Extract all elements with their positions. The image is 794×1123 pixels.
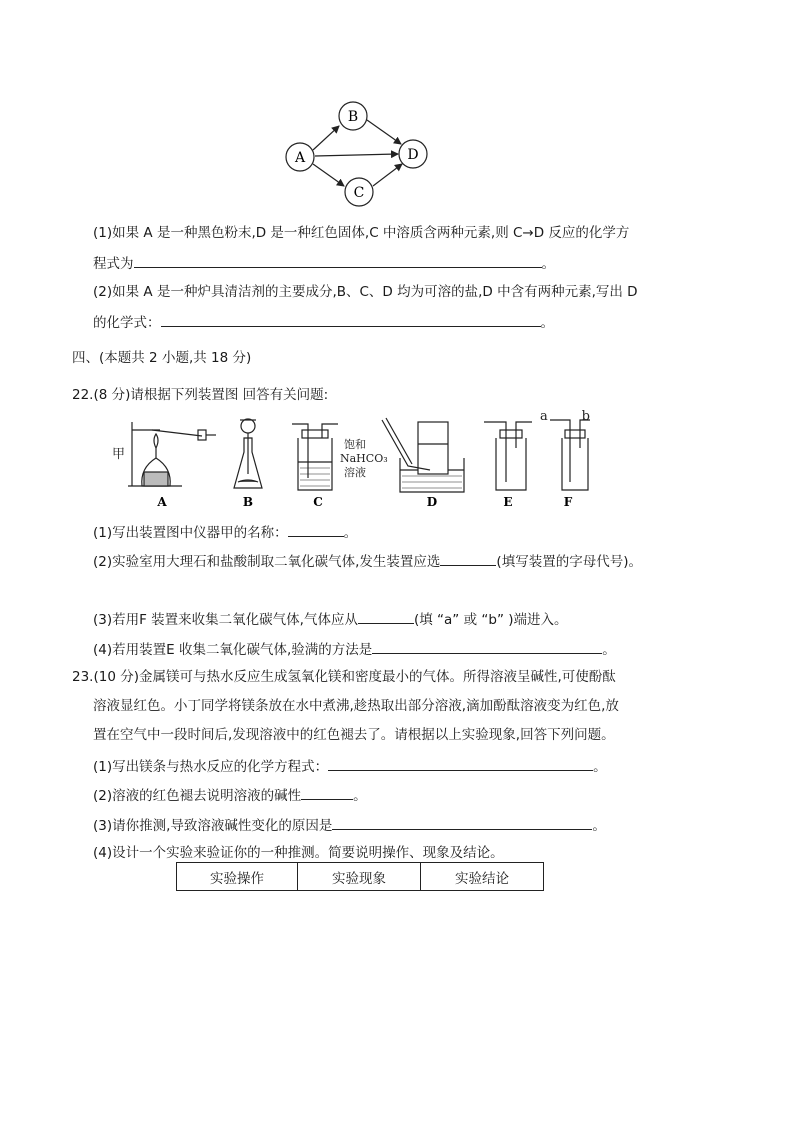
q23-part1: (1)写出镁条与热水反应的化学方程式： 。 [93, 756, 607, 776]
table-header-conclusion: 实验结论 [421, 863, 544, 891]
node-b [339, 102, 367, 130]
table-header-row [177, 863, 544, 891]
apparatus-f-drawing [550, 420, 590, 490]
experiment-table [176, 862, 544, 891]
q22-part2: (2)实验室用大理石和盐酸制取二氧化碳气体,发生装置应选 (填写装置的字母代号)。 [93, 551, 642, 571]
q22-part4: (4)若用装置E 收集二氧化碳气体,验满的方法是 。 [93, 639, 616, 659]
apparatus-b-drawing [234, 419, 262, 488]
q23-stem-line2: 溶液显红色。小丁同学将镁条放在水中煮沸,趁热取出部分溶液,滴加酚酞溶液变为红色,放 [93, 698, 619, 714]
answer-blank-q23-3[interactable] [332, 815, 592, 830]
table-header-operation: 实验操作 [177, 863, 298, 891]
apparatus-d-drawing [382, 418, 464, 492]
apparatus-label-c: C [313, 495, 323, 509]
answer-blank-q21-2[interactable] [161, 312, 541, 327]
answer-blank-q22-3[interactable] [358, 609, 414, 624]
answer-blank-q22-1[interactable] [288, 522, 344, 537]
apparatus-label-e: E [503, 495, 513, 509]
flow-arrows [313, 120, 402, 186]
flowchart-diagram [280, 98, 440, 208]
node-c-label: C [353, 185, 365, 201]
apparatus-c-drawing [292, 424, 338, 490]
q23-part3: (3)请你推测,导致溶液碱性变化的原因是 。 [93, 815, 606, 835]
node-d [399, 140, 427, 168]
arrow-a-to-b [313, 126, 339, 150]
apparatus-e-drawing [484, 422, 532, 490]
lab-apparatus-figure [112, 408, 592, 512]
arrow-c-to-d [373, 164, 402, 186]
q22-part3: (3)若用F 装置来收集二氧化碳气体,气体应从 (填 “a” 或 “b” )端进入。 [93, 609, 568, 629]
port-b-label: b [581, 409, 590, 424]
node-d-label: D [407, 147, 419, 163]
apparatus-label-f: F [563, 495, 573, 509]
section-4-heading: 四、(本题共 2 小题,共 18 分) [72, 350, 252, 366]
q22-stem: 22.(8 分)请根据下列装置图 回答有关问题: [72, 387, 329, 403]
apparatus-label-a: A [157, 495, 167, 509]
answer-blank-q23-2[interactable] [301, 785, 353, 800]
q21-part1-line1: (1)如果 A 是一种黑色粉末,D 是一种红色固体,C 中溶质含两种元素,则 C→D 反应的化学方 [93, 225, 630, 241]
arrow-a-to-d [315, 154, 398, 156]
answer-blank-q21-1[interactable] [134, 253, 542, 268]
table-header-phenomenon: 实验现象 [298, 863, 421, 891]
answer-blank-q22-4[interactable] [372, 639, 602, 654]
q23-part2: (2)溶液的红色褪去说明溶液的碱性 。 [93, 785, 367, 805]
solution-label-3: 溶液 [344, 466, 366, 479]
q21-part2-line2: 的化学式： 。 [93, 312, 554, 332]
q21-part1-line2: 程式为 。 [93, 253, 555, 273]
q23-stem-line3: 置在空气中一段时间后,发现溶液中的红色褪去了。请根据以上实验现象,回答下列问题。 [93, 727, 615, 743]
answer-blank-q23-1[interactable] [328, 756, 593, 771]
q22-part1: (1)写出装置图中仪器甲的名称： 。 [93, 522, 357, 542]
port-a-label: a [540, 409, 548, 424]
q21-part2-line1: (2)如果 A 是一种炉具清洁剂的主要成分,B、C、D 均为可溶的盐,D 中含有两种元素,写出 D [93, 284, 638, 300]
apparatus-label-d: D [426, 495, 438, 509]
solution-label-1: 饱和 [344, 438, 366, 451]
node-a-label: A [294, 150, 306, 166]
apparatus-label-b: B [242, 495, 254, 509]
node-c [345, 178, 373, 206]
solution-label-2: NaHCO₃ [340, 452, 388, 465]
node-a [286, 143, 314, 171]
arrow-a-to-c [313, 164, 344, 186]
node-b-label: B [347, 109, 359, 125]
apparatus-a-drawing [128, 422, 216, 486]
arrow-b-to-d [367, 120, 401, 144]
answer-blank-q22-2[interactable] [440, 551, 496, 566]
q23-part4: (4)设计一个实验来验证你的一种推测。简要说明操作、现象及结论。 [93, 845, 504, 861]
label-jia: 甲 [112, 447, 126, 462]
q23-stem-line1: 23.(10 分)金属镁可与热水反应生成氢氧化镁和密度最小的气体。所得溶液呈碱性,可使酚酞 [72, 669, 616, 685]
